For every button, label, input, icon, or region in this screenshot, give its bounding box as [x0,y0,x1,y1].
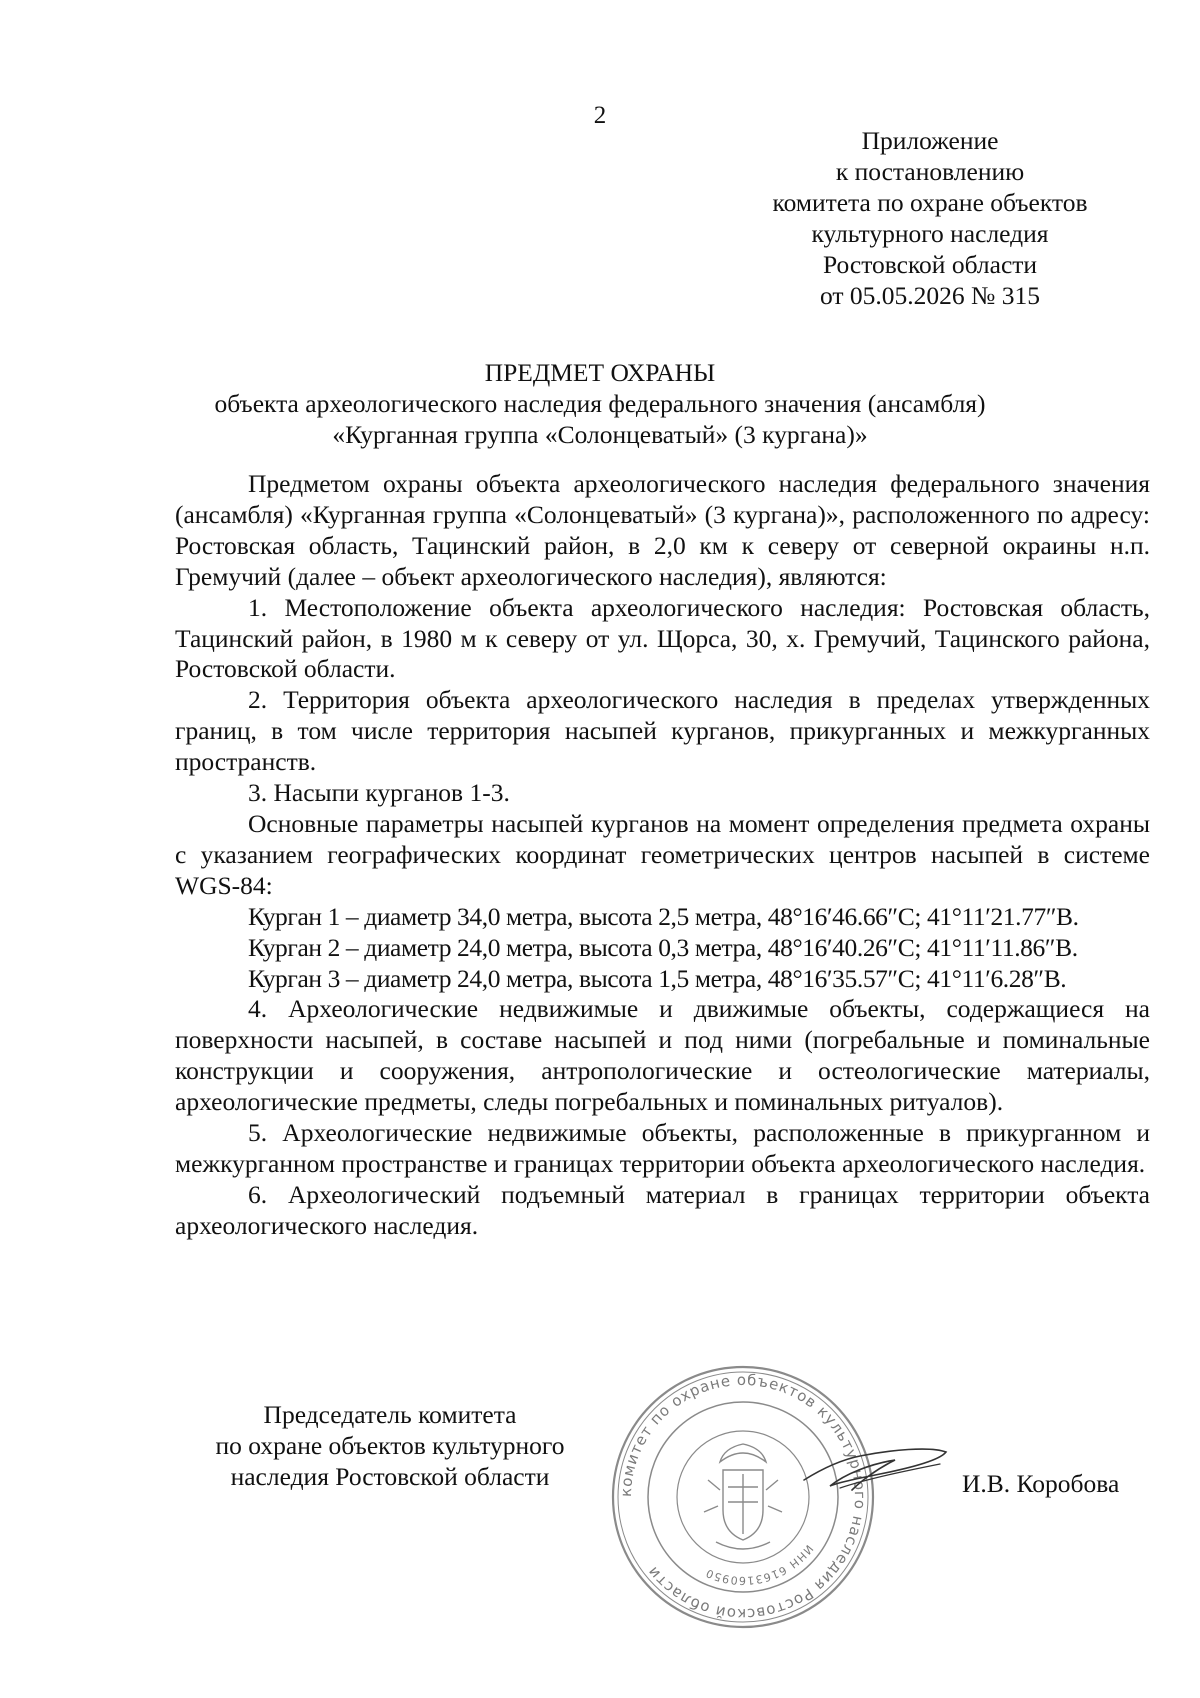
document-title [0,357,1200,450]
paragraph: 4. Археологические недвижимые и движимые объекты, содержащиеся на поверхности насыпей, в составе насыпей и под ними (погребальные и поминальные конструкции и сооружения, антропологические и остеологические материалы, археологические предметы, следы погребальных и поминальных ритуалов). [175,994,1150,1117]
paragraph: 2. Территория объекта археологического наследия в пределах утвержденных границ, в том числе территория насыпей курганов, прикурганных и межкурганных пространств. [175,685,1150,777]
attachment-block [720,125,1140,311]
title-heading: ПРЕДМЕТ ОХРАНЫ [484,358,716,387]
kurgan-line: Курган 3 – диаметр 24,0 метра, высота 1,5 метра, 48°16′35.57″С; 41°11′6.28″В. [248,963,1067,993]
attachment-line: Ростовской области [822,250,1038,279]
attachment-line: Приложение [861,126,999,155]
paragraph: Основные параметры насыпей курганов на момент определения предмета охраны с указанием географических координат геометрических центров насыпей в системе WGS-84: [175,808,1150,900]
document-body [175,469,1150,1242]
paragraph: Предметом охраны объекта археологического наследия федерального значения (ансамбля) «Курганная группа «Солонцеватый» (3 кургана)», расположенного по адресу: Ростовская область, Тацинский район, в 2,0 км к северу от северной окраины н.п. Гремучий (далее – объект археологического наследия), являются: [175,469,1150,591]
page-number: 2 [593,102,607,129]
signatory-name: И.В. Коробова [962,1469,1120,1498]
stamp-inner-text: ИНН 6163160950 [703,1542,816,1588]
coat-of-arms-icon [704,1444,782,1549]
attachment-line: от 05.05.2026 № 315 [819,281,1040,310]
handwritten-signature [800,1430,950,1505]
paragraph: 1. Местоположение объекта археологического наследия: Ростовская область, Тацинский район, в 1980 м к северу от ул. Щорса, 30, х. Гремучий, Тацинского района, Ростовской области. [175,592,1150,684]
signatory-position-line: наследия Ростовской области [230,1462,550,1491]
attachment-line: комитета по охране объектов [772,188,1088,217]
paragraph: 3. Насыпи курганов 1-3. [248,778,510,808]
signatory-position-line: Председатель комитета [263,1400,517,1429]
attachment-line: к постановлению [835,157,1025,186]
title-line: «Курганная группа «Солонцеватый» (3 кургана)» [332,420,868,449]
kurgan-line: Курган 1 – диаметр 34,0 метра, высота 2,5 метра, 48°16′46.66″С; 41°11′21.77″В. [248,901,1079,931]
signatory-position [180,1399,600,1492]
stamp-outer-text: комитет по охране объектов культурного наследия Ростовской области [616,1370,870,1624]
kurgan-line: Курган 2 – диаметр 24,0 метра, высота 0,3 метра, 48°16′40.26″С; 41°11′11.86″В. [248,932,1078,962]
signatory-position-line: по охране объектов культурного [215,1431,565,1460]
attachment-line: культурного наследия [811,219,1049,248]
paragraph: 6. Археологический подъемный материал в границах территории объекта археологического наследия. [175,1179,1150,1240]
title-line: объекта археологического наследия федерального значения (ансамбля) [214,389,986,418]
paragraph: 5. Археологические недвижимые объекты, расположенные в прикурганном и межкурганном пространстве и границах территории объекта археологического наследия. [175,1118,1150,1178]
